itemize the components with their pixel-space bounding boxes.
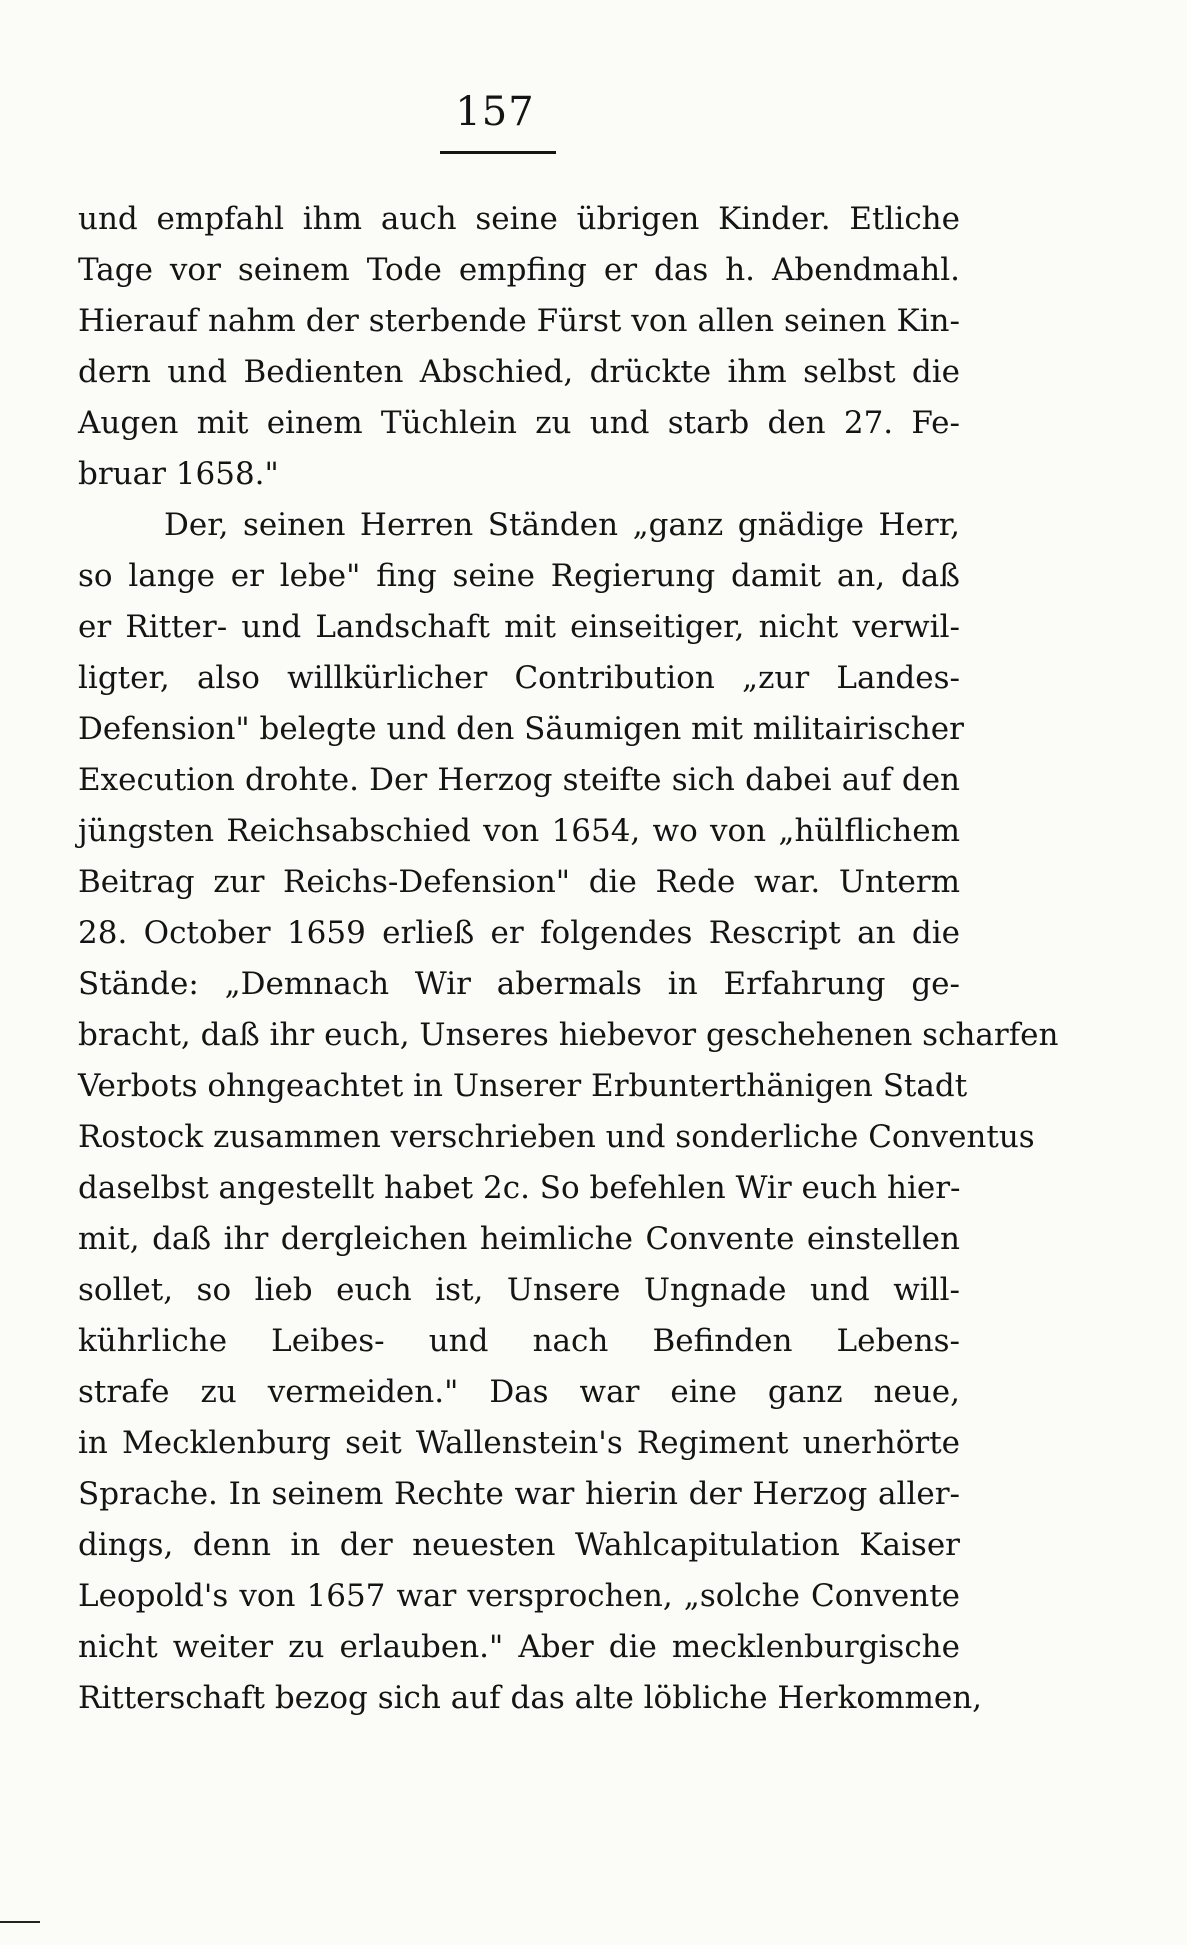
page-number: 157 bbox=[455, 89, 535, 135]
text-line: so lange er lebe" fing seine Regierung damit an, daß bbox=[78, 558, 960, 594]
text-line: Defension" belegte und den Säumigen mit militairischer bbox=[78, 711, 964, 747]
text-line: Rostock zusammen verschrieben und sonderliche Conventus bbox=[78, 1119, 1035, 1155]
text-line: Stände: „Demnach Wir abermals in Erfahrung ge- bbox=[78, 966, 960, 1002]
text-line: kührliche Leibes- und nach Befinden Lebens- bbox=[78, 1323, 960, 1359]
text-line: er Ritter- und Landschaft mit einseitiger, nicht verwil- bbox=[78, 609, 960, 645]
text-line: daselbst angestellt habet 2c. So befehlen Wir euch hier- bbox=[78, 1170, 961, 1206]
text-line: Augen mit einem Tüchlein zu und starb den 27. Fe- bbox=[78, 405, 960, 441]
text-line: 28. October 1659 erließ er folgendes Rescript an die bbox=[78, 915, 960, 951]
text-line: Sprache. In seinem Rechte war hierin der Herzog aller- bbox=[78, 1476, 960, 1512]
text-line: dings, denn in der neuesten Wahlcapitulation Kaiser bbox=[78, 1527, 960, 1563]
text-line: Execution drohte. Der Herzog steifte sich dabei auf den bbox=[78, 762, 960, 798]
text-line: Der, seinen Herren Ständen „ganz gnädige Herr, bbox=[164, 507, 960, 543]
text-line: Leopold's von 1657 war versprochen, „solche Convente bbox=[78, 1578, 960, 1614]
text-line: Beitrag zur Reichs-Defension" die Rede war. Unterm bbox=[78, 864, 960, 900]
text-line: Hierauf nahm der sterbende Fürst von allen seinen Kin- bbox=[78, 303, 960, 339]
text-line: bruar 1658." bbox=[78, 456, 279, 492]
page-number-rule bbox=[440, 151, 556, 154]
text-line: ligter, also willkürlicher Contribution „zur Landes- bbox=[78, 660, 960, 696]
text-line: dern und Bedienten Abschied, drückte ihm selbst die bbox=[78, 354, 960, 390]
text-line: bracht, daß ihr euch, Unseres hiebevor geschehenen scharfen bbox=[78, 1017, 1059, 1053]
text-line: Verbots ohngeachtet in Unserer Erbunterthänigen Stadt bbox=[78, 1068, 968, 1104]
text-line: strafe zu vermeiden." Das war eine ganz neue, bbox=[78, 1374, 960, 1410]
text-line: Ritterschaft bezog sich auf das alte löbliche Herkommen, bbox=[78, 1680, 983, 1716]
body-text bbox=[78, 194, 1059, 1724]
text-line: jüngsten Reichsabschied von 1654, wo von „hülflichem bbox=[78, 813, 960, 849]
scan-edge-mark bbox=[0, 1921, 40, 1923]
text-line: in Mecklenburg seit Wallenstein's Regiment unerhörte bbox=[78, 1425, 960, 1461]
text-line: und empfahl ihm auch seine übrigen Kinder. Etliche bbox=[78, 201, 960, 237]
text-line: sollet, so lieb euch ist, Unsere Ungnade und will- bbox=[78, 1272, 960, 1308]
text-line: Tage vor seinem Tode empfing er das h. Abendmahl. bbox=[78, 252, 960, 288]
text-line: nicht weiter zu erlauben." Aber die mecklenburgische bbox=[78, 1629, 960, 1665]
text-line: mit, daß ihr dergleichen heimliche Convente einstellen bbox=[78, 1221, 960, 1257]
